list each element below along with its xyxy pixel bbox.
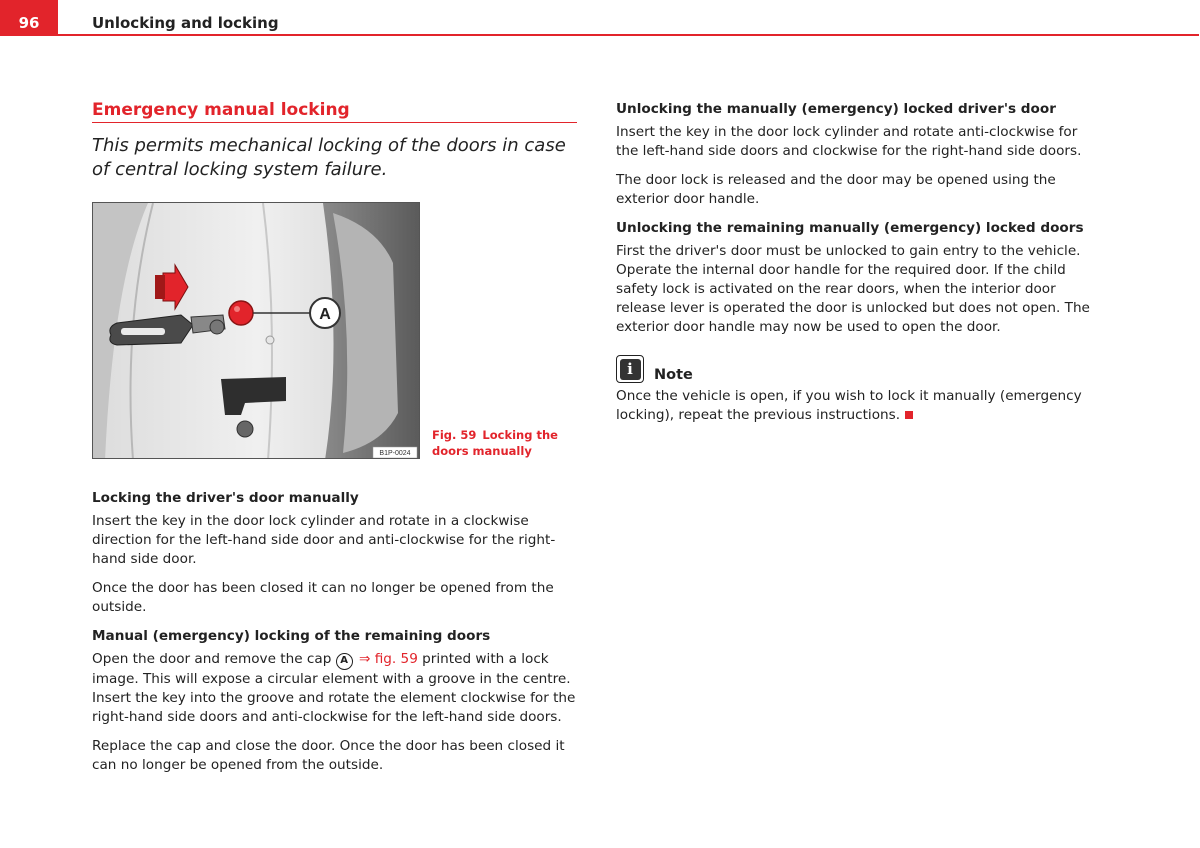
paragraph-text: printed with a lock image. This will expose a circular element with a groove in the centre. Insert the key into the groove and rotate the element clockwise for the right-hand side doors and anti-clockwise for the left-hand side doors. bbox=[92, 651, 576, 725]
section-title: Emergency manual locking bbox=[92, 100, 577, 123]
info-icon-glyph: i bbox=[620, 359, 641, 380]
lock-cap bbox=[229, 301, 253, 325]
note-text-block bbox=[616, 387, 1102, 425]
figure-link[interactable]: ⇒ fig. 59 bbox=[359, 651, 418, 667]
figure-number: Fig. 59 bbox=[432, 428, 477, 442]
note-header bbox=[616, 355, 1102, 383]
heading-unlocking-drivers-door: Unlocking the manually (emergency) locked driver's door bbox=[616, 101, 1056, 117]
callout-a-label: A bbox=[319, 306, 331, 323]
heading-locking-remaining-doors: Manual (emergency) locking of the remaining doors bbox=[92, 628, 491, 644]
paragraph-text: Open the door and remove the cap bbox=[92, 651, 332, 667]
paragraph: Insert the key in the door lock cylinder and rotate in a clockwise direction for the left-hand side door and anti-clockwise for the right-hand side door. bbox=[92, 513, 556, 567]
chapter-title: Unlocking and locking bbox=[92, 14, 279, 32]
door-bolt bbox=[237, 421, 253, 437]
info-icon bbox=[616, 355, 644, 383]
paragraph: Once the door has been closed it can no longer be opened from the outside. bbox=[92, 580, 554, 615]
paragraph: Insert the key in the door lock cylinder and rotate anti-clockwise for the left-hand side doors and clockwise for the right-hand side doors. bbox=[616, 124, 1082, 159]
note-text: Once the vehicle is open, if you wish to lock it manually (emergency locking), repeat the previous instructions. bbox=[616, 388, 1082, 423]
callout-a-ref: A bbox=[336, 653, 353, 670]
section-end-mark bbox=[905, 411, 913, 419]
paragraph-cap bbox=[92, 650, 578, 727]
figure-door-lock bbox=[92, 202, 420, 459]
paragraph: The door lock is released and the door may be opened using the exterior door handle. bbox=[616, 172, 1056, 207]
heading-locking-drivers-door: Locking the driver's door manually bbox=[92, 490, 359, 506]
paragraph: Replace the cap and close the door. Once the door has been closed it can no longer be opened from the outside. bbox=[92, 738, 565, 773]
page-number: 96 bbox=[18, 14, 40, 32]
note-title: Note bbox=[654, 367, 693, 383]
right-column bbox=[616, 100, 1102, 435]
section-intro: This permits mechanical locking of the doors in case of central locking system failure. bbox=[92, 135, 566, 180]
left-column bbox=[92, 489, 578, 785]
figure-caption bbox=[432, 427, 582, 459]
figure-code: B1P-0024 bbox=[379, 450, 411, 457]
heading-unlocking-remaining-doors: Unlocking the remaining manually (emergency) locked doors bbox=[616, 220, 1084, 236]
figure-caption-text: Locking the doors manually bbox=[432, 428, 558, 458]
paragraph: First the driver's door must be unlocked to gain entry to the vehicle. Operate the internal door handle for the required door. If the child safety lock is activated on the rear doors, when the interior door release lever is operated the door is unlocked but does not open. The exterior door handle may now be used to open the door. bbox=[616, 243, 1090, 335]
header-rule bbox=[58, 34, 1199, 36]
